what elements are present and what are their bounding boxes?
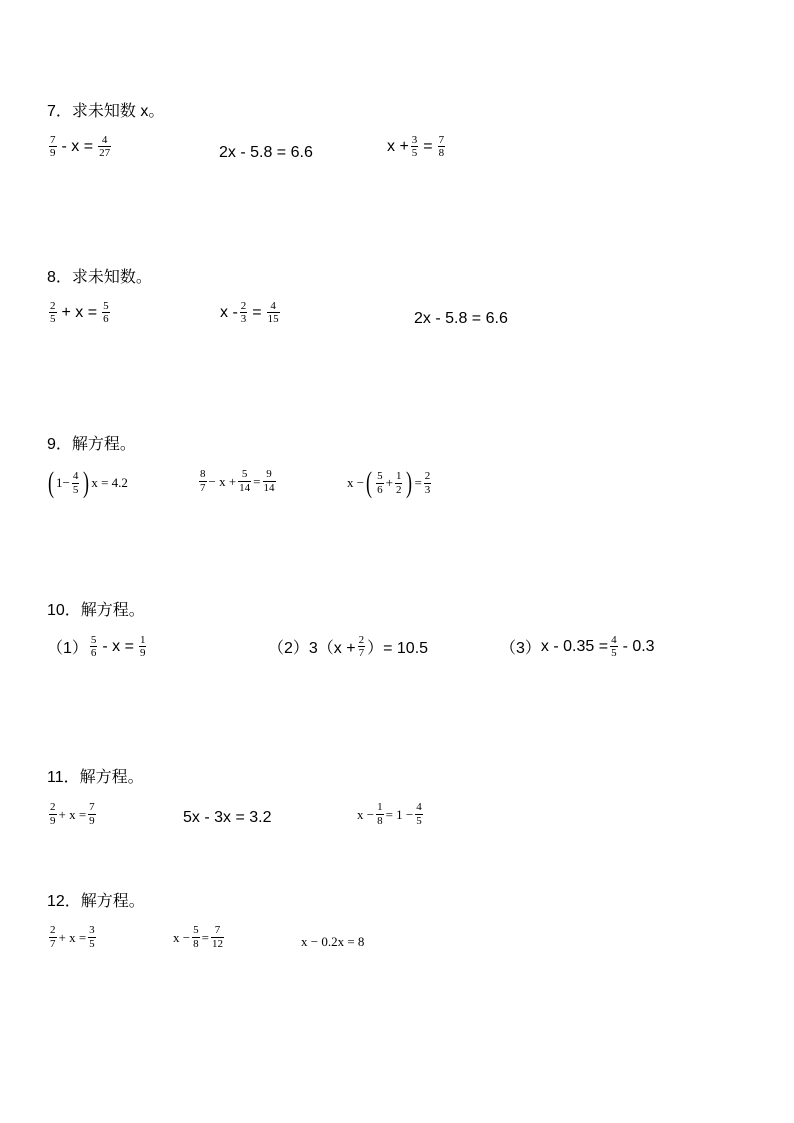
fraction: $\frac{8}{7}$: [200, 468, 206, 494]
fraction: $\frac{1}{2}$: [395, 469, 402, 496]
fraction: $\frac{2}{9}$: [50, 801, 56, 827]
problem-7-title: 7．求未知数 x。: [47, 103, 165, 120]
problem-7-eq-1: $\frac{7}{9}$ - x = $\frac{4}{27}$: [50, 134, 111, 159]
problem-10-eq-1: （1） $\frac{5}{6}$ - x = $\frac{1}{9}$: [47, 634, 146, 659]
item-label: （1）: [47, 640, 88, 657]
problem-9-title: 9．解方程。: [47, 436, 136, 453]
fraction: $\frac{4}{5}$: [72, 469, 79, 496]
item-label: （2）: [268, 640, 309, 657]
problem-7-eq-3: x + $\frac{3}{5}$ = $\frac{7}{8}$: [387, 134, 445, 159]
problem-7-eq-2: 2x - 5.8 = 6.6: [219, 144, 313, 161]
problem-11-eq-3: x − $\frac{1}{8}$ = 1 − $\frac{4}{5}$: [357, 801, 422, 827]
problem-10-eq-2: （2） 3（x + $\frac{2}{7}$ ）= 10.5: [268, 634, 429, 659]
fraction: $\frac{4}{5}$: [416, 801, 422, 827]
problem-12-eq-3: x − 0.2x = 8: [301, 934, 365, 949]
fraction: $\frac{5}{14}$: [239, 468, 251, 494]
fraction: $\frac{4}{27}$: [99, 134, 111, 159]
problem-9-eq-1: ( 1− $\frac{4}{5}$ ) x = 4.2: [48, 466, 128, 499]
fraction: $\frac{5}{8}$: [193, 924, 199, 950]
item-label: （3）: [500, 640, 541, 657]
problem-11-eq-2: 5x - 3x = 3.2: [183, 809, 272, 826]
fraction: $\frac{9}{14}$: [263, 468, 275, 494]
problem-8-title: 8．求未知数。: [47, 269, 152, 286]
fraction: $\frac{3}{5}$: [411, 134, 418, 159]
fraction: $\frac{1}{8}$: [377, 801, 383, 827]
problem-9-eq-2: $\frac{8}{7}$ − x + $\frac{5}{14}$ = $\frac{9}{14}$: [200, 468, 275, 494]
fraction: $\frac{2}{3}$: [424, 469, 431, 496]
fraction: $\frac{5}{6}$: [90, 634, 97, 659]
fraction: $\frac{2}{7}$: [50, 924, 56, 950]
problem-11-eq-1: $\frac{2}{9}$ + x = $\frac{7}{9}$: [50, 801, 95, 827]
fraction: $\frac{3}{5}$: [89, 924, 95, 950]
fraction: $\frac{2}{3}$: [240, 300, 247, 325]
problem-12-eq-1: $\frac{2}{7}$ + x = $\frac{3}{5}$: [50, 924, 95, 950]
fraction: $\frac{4}{15}$: [267, 300, 279, 325]
fraction: $\frac{4}{5}$: [611, 634, 617, 659]
problem-10-title: 10．解方程。: [47, 602, 145, 619]
problem-11-title: 11．解方程。: [47, 769, 144, 786]
fraction: $\frac{7}{12}$: [211, 924, 223, 950]
fraction: $\frac{5}{6}$: [377, 469, 383, 496]
problem-8-eq-1: $\frac{2}{5}$ + x = $\frac{5}{6}$: [50, 300, 109, 325]
fraction: $\frac{2}{7}$: [358, 634, 365, 659]
fraction: $\frac{7}{9}$: [89, 801, 95, 827]
fraction: $\frac{2}{5}$: [50, 300, 56, 325]
fraction: $\frac{1}{9}$: [139, 634, 146, 659]
problem-8-eq-3: 2x - 5.8 = 6.6: [414, 310, 508, 327]
problem-12-eq-2: x − $\frac{5}{8}$ = $\frac{7}{12}$: [173, 924, 223, 950]
fraction: $\frac{5}{6}$: [103, 300, 109, 325]
problem-10-eq-3: （3） x - 0.35 = $\frac{4}{5}$ - 0.3: [500, 634, 655, 659]
problem-8-eq-2: x - $\frac{2}{3}$ = $\frac{4}{15}$: [220, 300, 279, 325]
problem-9-eq-3: x − ( $\frac{5}{6}$ + $\frac{1}{2}$ ) = $\frac{2}{3}$: [347, 466, 431, 499]
fraction: $\frac{7}{9}$: [50, 134, 56, 159]
fraction: $\frac{7}{8}$: [438, 134, 445, 159]
problem-12-title: 12．解方程。: [47, 893, 145, 910]
